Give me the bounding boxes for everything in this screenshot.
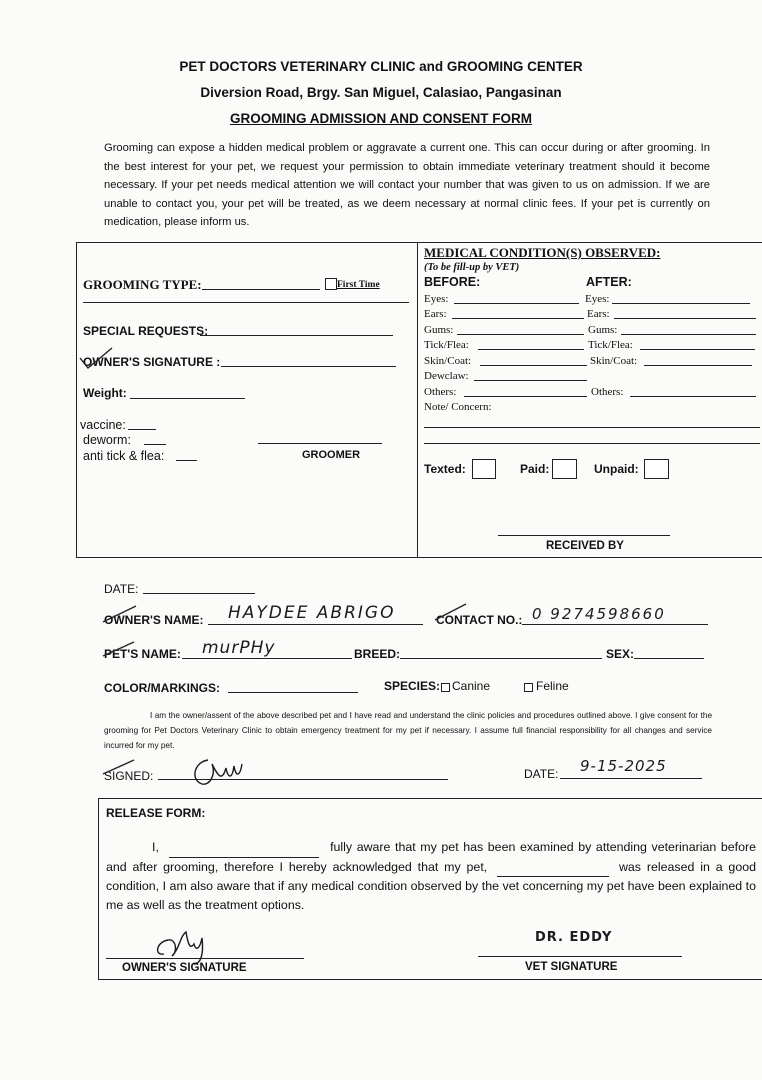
clinic-address: Diversion Road, Brgy. San Miguel, Calasiao, Pangasinan (200, 85, 562, 100)
first-time-label: First Time (337, 280, 380, 290)
color-markings-label: COLOR/MARKINGS: (104, 681, 220, 695)
date2-field[interactable] (560, 778, 702, 779)
grooming-type-line-2[interactable] (83, 302, 409, 303)
after-ears: Ears: (587, 308, 610, 320)
date-label: DATE: (104, 582, 139, 596)
before-skin-coat-field[interactable] (480, 365, 587, 366)
feline-checkbox[interactable] (524, 683, 533, 692)
signed-label: SIGNED: (104, 769, 154, 783)
checkmark-icon (432, 602, 472, 628)
owner-name-value: HAYDEE ABRIGO (228, 603, 396, 623)
after-skin-coat: Skin/Coat: (590, 355, 638, 367)
after-eyes-field[interactable] (612, 303, 750, 304)
date-field[interactable] (143, 593, 255, 594)
owner-signature-label: OWNER'S SIGNATURE (122, 962, 247, 974)
before-gums: Gums: (424, 324, 454, 336)
before-eyes-field[interactable] (454, 303, 579, 304)
after-gums: Gums: (588, 324, 618, 336)
before-eyes: Eyes: (424, 293, 449, 305)
pet-name-label: PET'S NAME: (104, 647, 181, 661)
anti-tick-label: anti tick & flea: (83, 449, 165, 463)
after-skin-coat-field[interactable] (644, 365, 752, 366)
weight-label: Weight: (83, 386, 127, 400)
contact-no-label: CONTACT NO.: (436, 613, 523, 627)
release-form-title: RELEASE FORM: (106, 806, 206, 820)
first-time-checkbox[interactable] (325, 278, 337, 290)
checkmark-icon (100, 640, 140, 662)
special-requests-label: SPECIAL REQUESTS: (83, 324, 209, 338)
date2-label: DATE: (524, 767, 559, 781)
breed-label: BREED: (354, 647, 401, 661)
intro-paragraph: Grooming can expose a hidden medical problem or aggravate a current one. This can occur during or after grooming. In the best interest for your pet, we request your permission to obtain immediate veterinary treatment should it become necessary. If your pet needs medical attention we will contact your number that was given to us on admission. If we are unable to contact you, your pet will be treated, as we deem necessary at normal clinic fees. If your pet is currently on medication, please inform us. (104, 142, 710, 229)
clinic-name: PET DOCTORS VETERINARY CLINIC and GROOMING CENTER (179, 59, 583, 74)
after-gums-field[interactable] (621, 334, 756, 335)
received-by-line[interactable] (498, 535, 670, 536)
sex-label: SEX: (606, 647, 635, 661)
form-title: GROOMING ADMISSION AND CONSENT FORM (230, 111, 532, 126)
species-label: SPECIES: (384, 679, 441, 693)
before-dewclaw: Dewclaw: (424, 370, 469, 382)
before-tick-flea: Tick/Flea: (424, 339, 469, 351)
release-pet-field[interactable] (497, 858, 609, 878)
owners-signature-label: OWNER'S SIGNATURE : (83, 355, 221, 369)
note-concern-label: Note/ Concern: (424, 401, 492, 413)
groomer-label: GROOMER (302, 449, 361, 461)
before-gums-field[interactable] (457, 334, 584, 335)
after-eyes: Eyes: (585, 293, 610, 305)
sex-field[interactable] (634, 658, 704, 659)
vaccine-label: vaccine: (80, 418, 126, 432)
vet-signature-label: VET SIGNATURE (525, 961, 618, 973)
note-line-1[interactable] (424, 427, 760, 428)
release-text (106, 838, 756, 914)
grooming-type-label: GROOMING TYPE: (83, 277, 202, 292)
canine-checkbox[interactable] (441, 683, 450, 692)
release-name-field[interactable] (169, 838, 319, 858)
release-text-1: I, (152, 840, 159, 854)
after-ears-field[interactable] (614, 318, 756, 319)
before-others: Others: (424, 386, 457, 398)
after-tick-flea-field[interactable] (640, 349, 755, 350)
contact-no-value: 0 9274598660 (532, 605, 666, 623)
date2-value: 9-15-2025 (580, 757, 667, 775)
before-ears-field[interactable] (452, 318, 584, 319)
vet-fill-note: (To be fill-up by VET) (424, 262, 520, 273)
color-markings-field[interactable] (228, 692, 358, 693)
owner-name-field[interactable] (208, 624, 423, 625)
paid-checkbox[interactable] (552, 459, 577, 479)
after-label: AFTER: (586, 275, 632, 289)
groomer-signature-line[interactable] (258, 443, 382, 444)
texted-label: Texted: (424, 462, 466, 476)
medical-conditions-title: MEDICAL CONDITION(S) OBSERVED: (424, 245, 661, 260)
pet-name-value: murPHy (202, 638, 276, 658)
canine-label: Canine (452, 679, 491, 693)
weight-field[interactable] (130, 398, 245, 399)
before-skin-coat: Skin/Coat: (424, 355, 472, 367)
contact-no-field[interactable] (522, 624, 708, 625)
vaccine-field[interactable] (128, 429, 156, 430)
special-requests-field[interactable] (200, 335, 393, 336)
grooming-type-field[interactable] (202, 289, 320, 290)
deworm-label: deworm: (83, 433, 131, 447)
after-others-field[interactable] (630, 396, 756, 397)
unpaid-checkbox[interactable] (644, 459, 669, 479)
release-text-2: fully aware that my pet has been examined by attending veterinarian before and after grooming, therefore I hereby acknowledged that my pet, (106, 840, 756, 874)
owner-signature-line[interactable] (106, 958, 304, 959)
owners-signature-field[interactable] (221, 366, 396, 367)
after-tick-flea: Tick/Flea: (588, 339, 633, 351)
checkmark-icon (100, 758, 140, 780)
note-line-2[interactable] (424, 443, 760, 444)
before-dewclaw-field[interactable] (474, 380, 587, 381)
unpaid-label: Unpaid: (594, 462, 639, 476)
deworm-field[interactable] (144, 444, 166, 445)
feline-label: Feline (536, 679, 569, 693)
anti-tick-field[interactable] (176, 460, 197, 461)
after-others: Others: (591, 386, 624, 398)
owner-signature-image (188, 754, 258, 788)
pet-name-field[interactable] (182, 658, 352, 659)
breed-field[interactable] (400, 658, 602, 659)
texted-checkbox[interactable] (472, 459, 496, 479)
vet-name-handwritten: DR. EDDY (535, 930, 613, 945)
received-by-label: RECEIVED BY (546, 540, 624, 552)
checkmark-icon (100, 604, 140, 630)
before-ears: Ears: (424, 308, 447, 320)
paid-label: Paid: (520, 462, 550, 476)
release-text-3: was released in a good condition, I am also aware that if any medical condition observed by the vet concerning my pet have been explained to me as well as the treatment options. (106, 859, 757, 912)
release-owner-signature-image (150, 926, 220, 966)
before-label: BEFORE: (424, 275, 481, 289)
checkmark-icon (76, 346, 116, 372)
before-others-field[interactable] (464, 396, 587, 397)
vet-signature-line[interactable] (478, 956, 682, 957)
consent-text: I am the owner/assent of the above described pet and I have read and understand the clinic policies and procedures outlined above. I give consent for the grooming for Pet Doctors Veterinary Clinic to obtain emergency treatment for my pet if necessary. I assume full financial responsibility for all changes and service incurred for my pet. (104, 711, 712, 750)
before-tick-flea-field[interactable] (478, 349, 584, 350)
table-divider (417, 242, 418, 558)
owner-name-label: OWNER'S NAME: (104, 613, 204, 627)
